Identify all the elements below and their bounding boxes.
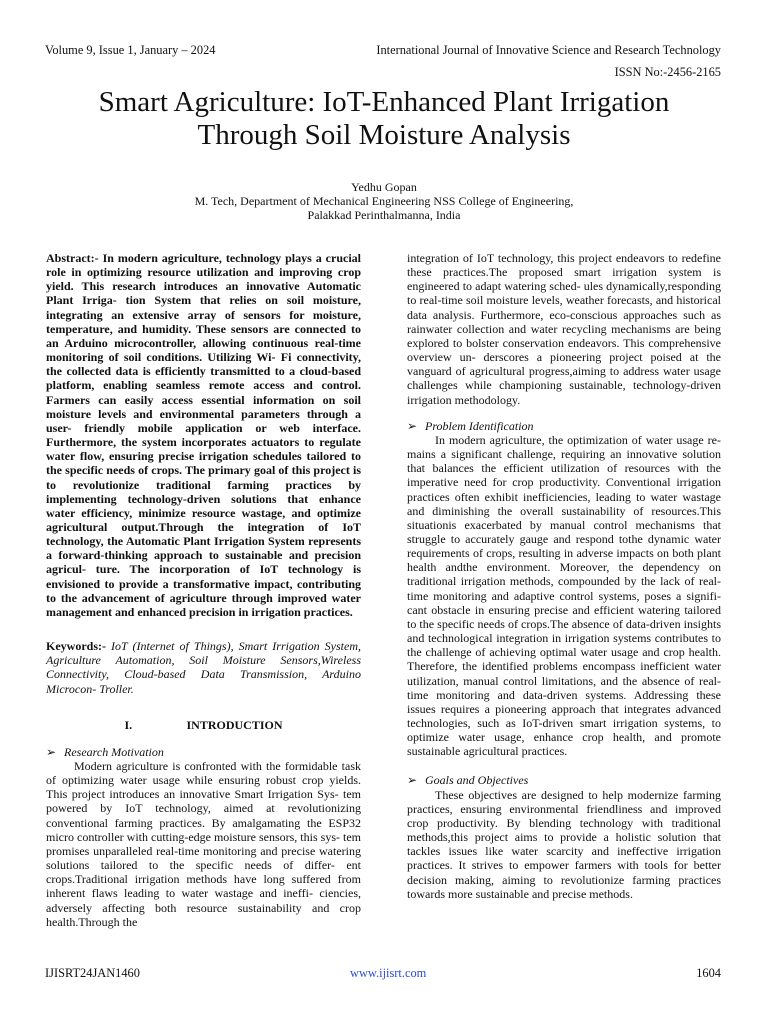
footer-website-link[interactable]: www.ijisrt.com <box>350 966 427 980</box>
problem-identification-text: In modern agriculture, the optimization of water usage re- mains a significant challenge, requiring an innovative solution that balances the efficient utilization of resources with the imperative need for crop productivity. Conventional irrigation practices often exhibit inefficiencies, leading to water wastage and diminishing the overall sustainability of resources.This situationis exacerbated by manual control mechanisms that struggle to accurately gauge and respond tothe dynamic water requirements of crops, resulting in adverse impacts on both plant health andthe environment. Moreover, the dependency on traditional irrigation methods, compounded by the lack of real- time monitoring and adaptive control systems, poses a signifi- cant obstacle in ensuring precise and efficient watering tailored to the specific needs of crops.The absence of data-driven insights and technological integration in irrigation systems contributes to the challenge of achieving optimal water usage and crop health. Therefore, the identified problems encompass inefficient water utilization, manual control limitations, and the absence of real-time monitoring and data-driven systems. Addressing these issues requires a pioneering approach that integrates advanced technologies, such as IoT-driven smart irrigation systems, to optimize water usage, enhance crop health, and promote sustainable agricultural practices. <box>407 432 721 759</box>
author-name: Yedhu Gopan <box>351 180 417 194</box>
title-line-1: Smart Agriculture: IoT-Enhanced Plant Irrigation <box>98 86 670 118</box>
section-title: INTRODUCTION <box>186 717 283 732</box>
subheading-research-motivation <box>46 745 361 759</box>
research-motivation-text-part2: integration of IoT technology, this project endeavors to redefine these practices.The proposed smart irrigation system is engineered to adapt watering sched- ules dynamically,responding to real-time soil moisture levels, weather forecasts, and historical data analysis. Furthermore, eco-conscious approaches such as rainwater collection and water recycling mechanisms are being explored to bolster conservation endeavors. This comprehensive overview un- derscores a pioneering project poised at the vanguard of agricultural progress,aiming to address water usage challenges while championing sustainable, technology-driven irrigation methodology. <box>407 251 721 407</box>
footer-page-number: 1604 <box>696 966 721 980</box>
subheading-goals-objectives <box>407 773 721 787</box>
goals-objectives-text: These objectives are designed to help modernize farming practices, ensuring environmental friendliness and improved crop productivity. By blending technology with traditional methods,this project aims to provide a holistic solution that tackles issues like water scarcity and ineffective irrigation practices. It strives to empower farmers with tools for better decision making, aiming to revolutionize farming practices towards more sustainable and precise methods. <box>407 787 721 901</box>
arrow-bullet-icon: ➢ <box>407 773 418 788</box>
abstract: Abstract:- In modern agriculture, technology plays a crucial role in optimizing resource utilization and improving crop yield. This research introduces an innovative Automatic Plant Irriga- tion System that relies on soil moisture, integrating an extensive array of sensors for moisture, temperature, and humidity. These sensors are connected to an Arduino microcontroller, allowing continuous real-time monitoring of soil conditions. Utilizing Wi- Fi connectivity, the collected data is efficiently transmitted to a cloud-based platform, enabling seamless remote access and control. Farmers can easily access essential information on soil moisture levels and environmental parameters through a user- friendly mobile application or web interface. Furthermore, the system incorporates actuators to regulate water flow, ensuring precise irrigation schedules tailored to the specific needs of crops. The primary goal of this project is to revolutionize traditional farming practices by implementing technology-driven solutions that enhance water efficiency, minimize resource wastage, and optimize agricultural output.Through the integration of IoT technology, the Automatic Plant Irrigation System represents a forward-thinking approach to sustainable and precision agricul- ture. The incorporation of IoT technology is envisioned to provide a transformative impact, contributing to the advancement of agriculture through improved water management and enhanced precision in irrigation practices. <box>46 251 361 619</box>
keywords-label: Keywords:- <box>46 639 106 654</box>
subheading-text: Problem Identification <box>425 418 534 433</box>
keywords-text: IoT (Internet of Things), Smart Irrigation System, Agriculture Automation, Soil Moisture Sensors,Wireless Connectivity, Cloud-based Data Transmission, Arduino Microcon- Troller. <box>46 639 361 696</box>
section-heading-introduction <box>46 718 361 732</box>
header-journal-name: International Journal of Innovative Science and Research Technology <box>376 43 721 57</box>
arrow-bullet-icon: ➢ <box>46 744 57 759</box>
keywords <box>46 639 361 696</box>
subheading-text: Research Motivation <box>64 744 164 759</box>
research-motivation-text-part1: Modern agriculture is confronted with the formidable task of optimizing water usage while ensuring robust crop yields. This project introduces an innovative Smart Irrigation Sys- tem powered by IoT technology, aimed at revolutionizing conventional farming practices. By amalgamating the ESP32 micro controller with cutting-edge moisture sensors, this sys- tem promises unparalleled real-time monitoring and precise watering solutions tailored to the specific needs of differ- ent crops.Traditional irrigation methods have long suffered from inherent flaws leading to water wastage and ineffi- ciencies, adversely affecting both resource sustainability and crop health.Through the <box>46 759 361 929</box>
subheading-text: Goals and Objectives <box>425 773 529 788</box>
header-issn: ISSN No:-2456-2165 <box>614 65 721 79</box>
arrow-bullet-icon: ➢ <box>407 418 418 433</box>
right-column <box>407 251 721 901</box>
subheading-problem-identification <box>407 419 721 433</box>
section-number: I. <box>124 717 133 732</box>
left-column <box>46 251 361 929</box>
author-affiliation-1: M. Tech, Department of Mechanical Engineering NSS College of Engineering, <box>194 194 574 209</box>
author-affiliation-2: Palakkad Perinthalmanna, India <box>307 208 461 223</box>
footer-paper-id: IJISRT24JAN1460 <box>45 966 140 980</box>
paper-title <box>30 86 738 152</box>
title-line-2: Through Soil Moisture Analysis <box>197 119 571 151</box>
author-block <box>84 180 684 223</box>
header-volume-issue: Volume 9, Issue 1, January – 2024 <box>45 43 216 57</box>
